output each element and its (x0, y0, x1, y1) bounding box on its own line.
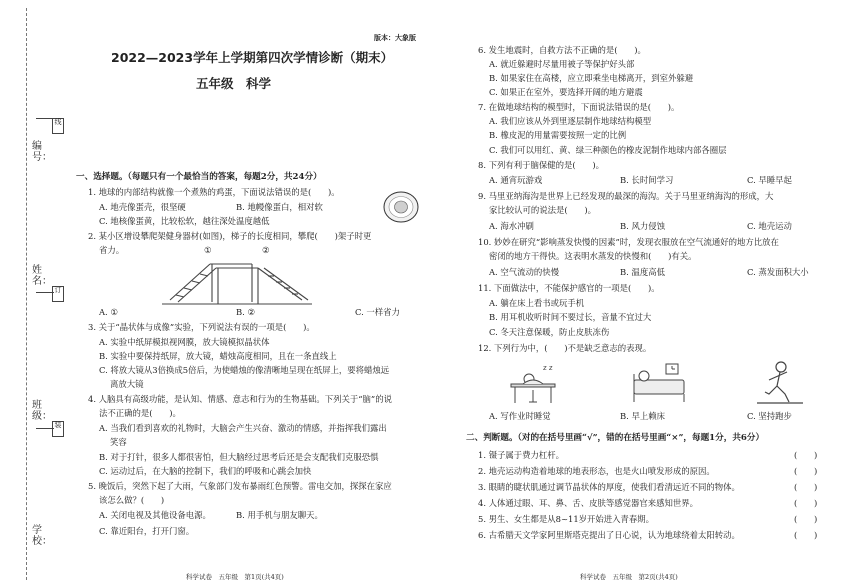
q1-option-b[interactable]: B. 地幔像蛋白，相对软 (236, 202, 323, 212)
q9-option-b[interactable]: B. 风力侵蚀 (620, 221, 665, 231)
q6-stem: 6. 发生地震时，自救方法不正确的是( )。 (478, 45, 646, 55)
section1-title: 一、选择题。（每题只有一个最恰当的答案，每题2分，共24分） (76, 172, 322, 182)
q8-stem: 8. 下列有利于脑保健的是( )。 (478, 160, 605, 170)
sleeping-at-desk-illustration (505, 360, 561, 404)
q4-option-a[interactable]: A. 当我们看到喜欢的礼物时，大脑会产生兴奋、激动的情感，并指挥我们露出 (99, 423, 387, 433)
judge-item-6: 6. 古希腊天文学家阿里斯塔克提出了日心说，认为地球绕着太阳转动。 (478, 530, 740, 540)
q5-option-b[interactable]: B. 用手机与朋友聊天。 (236, 510, 323, 520)
edition-label: 版本：大象版 (374, 33, 416, 42)
q1-option-c[interactable]: C. 地核像蛋黄，比较松软，越往深处温度越低 (99, 216, 270, 226)
footer-page-1: 科学试卷 五年级 第1页(共4页) (186, 573, 284, 581)
q2-stem-line1: 2. 某小区增设攀爬架健身器材(如图)，梯子的长度相同，攀爬( )架子时更 (88, 231, 372, 241)
q12-option-b[interactable]: B. 早上赖床 (620, 411, 665, 421)
school-label: 学校： (32, 525, 52, 547)
q1-stem: 1. 地球的内部结构就像一个煮熟的鸡蛋，下面说法错误的是( )。 (88, 187, 340, 197)
q9-option-c[interactable]: C. 地壳运动 (747, 221, 792, 231)
judge-item-3: 3. 眼睛的睫状肌通过调节晶状体的厚度，使我们看清远近不同的物体。 (478, 482, 740, 492)
number-label: 编号： (32, 141, 52, 163)
q2-figure-label-2: ② (262, 245, 270, 255)
q11-stem: 11. 下面做法中，不能保护感官的一项是( )。 (478, 283, 660, 293)
q3-option-c-cont: 离放大镜 (110, 379, 144, 389)
q8-option-c[interactable]: C. 早睡早起 (747, 175, 792, 185)
judge-answer-4[interactable]: ( ) (794, 498, 818, 508)
q9-stem-line1: 9. 马里亚纳海沟是世界上已经发现的最深的海沟。关于马里亚纳海沟的形成，大 (478, 191, 774, 201)
judge-answer-1[interactable]: ( ) (794, 450, 818, 460)
q2-stem-line2: 省力。 (99, 245, 125, 255)
binding-line (26, 8, 27, 580)
page-subtitle: 五年级 科学 (196, 76, 272, 91)
q5-option-c[interactable]: C. 靠近阳台，打开门窗。 (99, 526, 195, 536)
egg-illustration-icon (382, 190, 420, 224)
q4-option-a-cont: 笑容 (110, 437, 127, 447)
q3-option-b[interactable]: B. 实验中要保持纸屏，放大镜，蜡烛高度相同，且在一条直线上 (99, 351, 337, 361)
q2-option-a[interactable]: A. ① (99, 307, 118, 317)
q10-stem-line2: 密闭的地方干得快。这表明水蒸发的快慢和( )有关。 (489, 251, 697, 261)
q2-option-b[interactable]: B. ② (236, 307, 255, 317)
q7-option-a[interactable]: A. 我们应该从外到里逐层制作地球结构模型 (489, 116, 652, 126)
q3-stem: 3. 关于“晶状体与成像”实验，下列说法有误的一项是( )。 (88, 322, 315, 332)
climbing-frame-illustration (162, 256, 312, 306)
q7-stem: 7. 在做地球结构的模型时，下面说法错误的是( )。 (478, 102, 680, 112)
q12-option-c[interactable]: C. 坚持跑步 (747, 411, 792, 421)
q1-option-a[interactable]: A. 地壳像蛋壳，很坚硬 (99, 202, 186, 212)
judge-item-2: 2. 地壳运动构造着地球的地表形态，也是火山喷发形成的原因。 (478, 466, 715, 476)
q7-option-b[interactable]: B. 橡皮泥的用量需要按照一定的比例 (489, 130, 627, 140)
q11-option-c[interactable]: C. 冬天注意保暖，防止皮肤冻伤 (489, 327, 610, 337)
q10-option-c[interactable]: C. 蒸发面积大小 (747, 267, 809, 277)
class-label: 班级： (32, 400, 52, 422)
q10-option-a[interactable]: A. 空气流动的快慢 (489, 267, 559, 277)
q4-option-c[interactable]: C. 运动过后，在大脑的控制下，我们的呼吸和心跳会加快 (99, 466, 312, 476)
q4-stem-line1: 4. 人脑具有高级功能，是认知、情感、意志和行为的生物基础。下列关于“脑”的说 (88, 394, 392, 404)
name-label: 姓名： (32, 265, 52, 287)
q6-option-b[interactable]: B. 如果家住在高楼，应立即乘坐电梯离开，到室外躲避 (489, 73, 694, 83)
q12-option-a[interactable]: A. 写作业时睡觉 (489, 411, 551, 421)
q9-stem-line2: 家比较认可的说法是( )。 (489, 205, 597, 215)
q6-option-a[interactable]: A. 就近躲避时尽量用被子等保护好头部 (489, 59, 635, 69)
q8-option-a[interactable]: A. 通宵玩游戏 (489, 175, 543, 185)
judge-item-5: 5. 男生、女生都是从8~11岁开始进入青春期。 (478, 514, 655, 524)
judge-answer-5[interactable]: ( ) (794, 514, 818, 524)
seal-mark-zhuang: 装 (52, 421, 64, 437)
q7-option-c[interactable]: C. 我们可以用红、黄、绿三种颜色的橡皮泥制作地球内部各圈层 (489, 145, 727, 155)
seal-mark-xian: 线 (52, 118, 64, 134)
q10-option-b[interactable]: B. 温度高低 (620, 267, 665, 277)
q4-option-b[interactable]: B. 对于打针，很多人都很害怕，但大脑经过思考后还是会支配我们克服恐惧 (99, 452, 379, 462)
q5-stem-line1: 5. 晚饭后，突然下起了大雨，气象部门发布暴雨红色预警。雷电交加，探探在家应 (88, 481, 392, 491)
svg-text:z z: z z (543, 364, 553, 372)
staying-in-bed-illustration (630, 360, 690, 404)
q11-option-a[interactable]: A. 躺在床上看书或玩手机 (489, 298, 585, 308)
seal-mark-ding: 订 (52, 286, 64, 302)
running-illustration (755, 360, 805, 404)
page-title: 2022—2023学年上学期第四次学情诊断（期末） (111, 50, 394, 65)
judge-answer-2[interactable]: ( ) (794, 466, 818, 476)
q9-option-a[interactable]: A. 海水冲刷 (489, 221, 534, 231)
section2-title: 二、判断题。（对的在括号里画“√”，错的在括号里画“×”，每题1分，共6分） (466, 433, 765, 443)
q3-option-c[interactable]: C. 将放大镜从3倍换成5倍后，为使蜡烛的像清晰地呈现在纸屏上，要将蜡烛远 (99, 365, 390, 375)
q3-option-a[interactable]: A. 实验中纸屏模拟视网膜，放大镜模拟晶状体 (99, 337, 270, 347)
q12-stem: 12. 下列行为中，( )不是缺乏意志的表现。 (478, 343, 652, 353)
q5-option-a[interactable]: A. 关闭电视及其他设备电源。 (99, 510, 211, 520)
q5-stem-line2: 该怎么做？( ) (99, 495, 165, 505)
q11-option-b[interactable]: B. 用耳机收听时间不要过长，音量不宜过大 (489, 312, 652, 322)
judge-item-4: 4. 人体通过眼、耳、鼻、舌、皮肤等感觉器官来感知世界。 (478, 498, 699, 508)
q8-option-b[interactable]: B. 长时间学习 (620, 175, 674, 185)
q10-stem-line1: 10. 妙妙在研究“影响蒸发快慢的因素”时，发现衣服放在空气流通好的地方比放在 (478, 237, 779, 247)
q2-option-c[interactable]: C. 一样省力 (355, 307, 400, 317)
judge-item-1: 1. 镊子属于费力杠杆。 (478, 450, 565, 460)
q4-stem-line2: 法不正确的是( )。 (99, 408, 181, 418)
q2-figure-label-1: ① (204, 245, 212, 255)
footer-page-2: 科学试卷 五年级 第2页(共4页) (580, 573, 678, 581)
judge-answer-6[interactable]: ( ) (794, 530, 818, 540)
judge-answer-3[interactable]: ( ) (794, 482, 818, 492)
q6-option-c[interactable]: C. 如果正在室外，要选择开阔的地方避震 (489, 87, 643, 97)
